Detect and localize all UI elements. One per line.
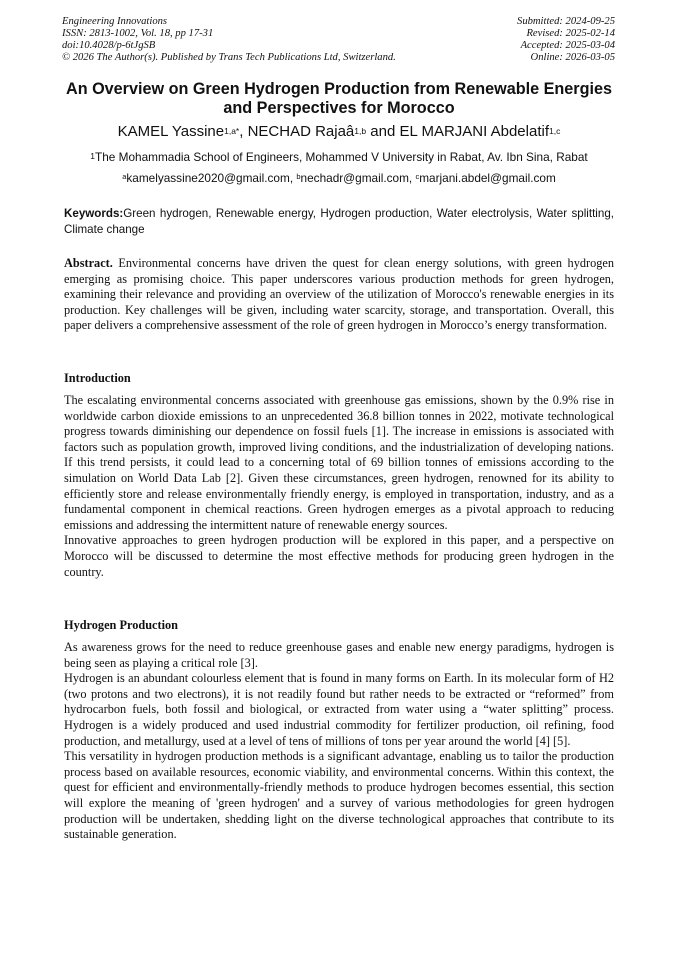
- author-3: EL MARJANI Abdelatif: [399, 123, 549, 140]
- title-line-1: An Overview on Green Hydrogen Production from Renewable Energies: [66, 80, 612, 98]
- paper-title: [40, 80, 638, 118]
- author-2-affil: 1,b: [354, 126, 367, 136]
- author-list: [40, 123, 638, 141]
- email-b[interactable]: nechadr@gmail.com: [300, 171, 409, 185]
- issn-line: ISSN: 2813-1002, Vol. 18, pp 17-31: [62, 28, 214, 39]
- keywords-label: Keywords:: [64, 207, 124, 220]
- author-2: NECHAD Rajaâ: [247, 123, 355, 140]
- keywords-text: Green hydrogen, Renewable energy, Hydrogen production, Water electrolysis, Water splitting, Climate change: [64, 207, 614, 236]
- author-1-affil: 1,a*: [224, 126, 240, 136]
- affiliation: [40, 150, 638, 164]
- submitted-date: Submitted: 2024-09-25: [517, 16, 615, 27]
- author-3-affil: 1,c: [549, 126, 561, 136]
- title-line-2: and Perspectives for Morocco: [223, 99, 455, 117]
- revised-date: Revised: 2025-02-14: [526, 28, 615, 39]
- accepted-date: Accepted: 2025-03-04: [520, 40, 615, 51]
- section-heading-introduction: Introduction: [64, 371, 131, 385]
- author-separator: ,: [239, 123, 248, 140]
- affiliation-text: The Mohammadia School of Engineers, Mohammed V University in Rabat, Av. Ibn Sina, Rabat: [95, 150, 588, 164]
- introduction-body: [64, 393, 614, 580]
- email-a[interactable]: kamelyassine2020@gmail.com: [126, 171, 290, 185]
- online-date: Online: 2026-03-05: [530, 52, 615, 63]
- paragraph: This versatility in hydrogen production methods is a significant advantage, enabling us to tailor the production process based on available resources, economic viability, and environmental concerns. Within this context, the quest for efficient and environmentally-friendly methods to produce hydrogen becomes essential, this section will explore the meaning of 'green hydrogen' and a survey of various methodologies for green hydrogen production will be undertaken, shedding light on the diverse technological approaches that contribute to its sustainable generation.: [64, 749, 614, 842]
- paragraph: The escalating environmental concerns associated with greenhouse gas emissions, shown by the 0.9% rise in worldwide carbon dioxide emissions to an unprecedented 36.8 billion tonnes in 2022, motivate technological progress towards diminishing our dependence on fossil fuels [1]. The increase in emissions is associated with factors such as population growth, improved living conditions, and the industrialization of developing nations. If this trend persists, it could lead to a concerning total of 69 billion tonnes of emissions according to the simulation on World Data Lab [2]. Given these circumstances, green hydrogen, renowned for its ability to efficiently store and release environmentally friendly energy, is employed in transportation, industry, and as a fundamental component in chemical reactions. Green hydrogen emerges as a pivotal approach to reducing emissions and addressing the intermittent nature of renewable energy sources.: [64, 393, 614, 532]
- email-separator: ,: [289, 171, 297, 185]
- abstract: [64, 256, 614, 334]
- author-1: KAMEL Yassine: [117, 123, 225, 140]
- email-separator: ,: [408, 171, 416, 185]
- copyright-line: © 2026 The Author(s). Published by Trans Tech Publications Ltd, Switzerland.: [62, 52, 396, 63]
- hydrogen-production-body: [64, 640, 614, 843]
- email-list: [40, 171, 638, 187]
- email-a-marker: a: [122, 172, 127, 181]
- email-c[interactable]: marjani.abdel@gmail.com: [419, 171, 556, 185]
- doi-line: doi:10.4028/p-6tJgSB: [62, 40, 156, 51]
- email-b-marker: b: [296, 172, 301, 181]
- abstract-text: Environmental concerns have driven the quest for clean energy solutions, with green hydrogen emerging as promising choice. This paper underscores various production methods for green hydrogen, examining their relevance and providing an overview of the utilization of Morocco's renewable energies in its production. Key challenges will be given, including water scarcity, storage, and transportation. Overall, this paper delivers a comprehensive assessment of the role of green hydrogen in Morocco’s energy transformation.: [64, 256, 614, 333]
- paragraph: As awareness grows for the need to reduce greenhouse gases and enable new energy paradigms, hydrogen is being seen as playing a critical role [3].: [64, 640, 614, 670]
- dates-info: [395, 16, 615, 64]
- keywords: [64, 206, 614, 237]
- journal-name: Engineering Innovations: [62, 16, 168, 27]
- abstract-label: Abstract.: [64, 256, 113, 270]
- email-c-marker: c: [415, 172, 420, 181]
- paragraph: Hydrogen is an abundant colourless element that is found in many forms on Earth. In its molecular form of H2 (two protons and two electrons), it is not readily found but rather needs to be extracted or “reformed” from hydrocarbon fuels, both fossil and biological, or extracted from water using a “water splitting” process. Hydrogen is a widely produced and used industrial commodity for fertilizer production, oil refining, food production, and metallurgy, used at a level of tens of millions of tons per year around the world [4] [5].: [64, 671, 614, 748]
- author-separator: and: [366, 123, 400, 140]
- journal-info: [62, 16, 442, 64]
- paragraph: Innovative approaches to green hydrogen production will be explored in this paper, and a perspective on Morocco will be discussed to determine the most effective methods for producing green hydrogen in the country.: [64, 533, 614, 579]
- affiliation-marker: 1: [90, 151, 96, 161]
- section-heading-hydrogen-production: Hydrogen Production: [64, 618, 178, 632]
